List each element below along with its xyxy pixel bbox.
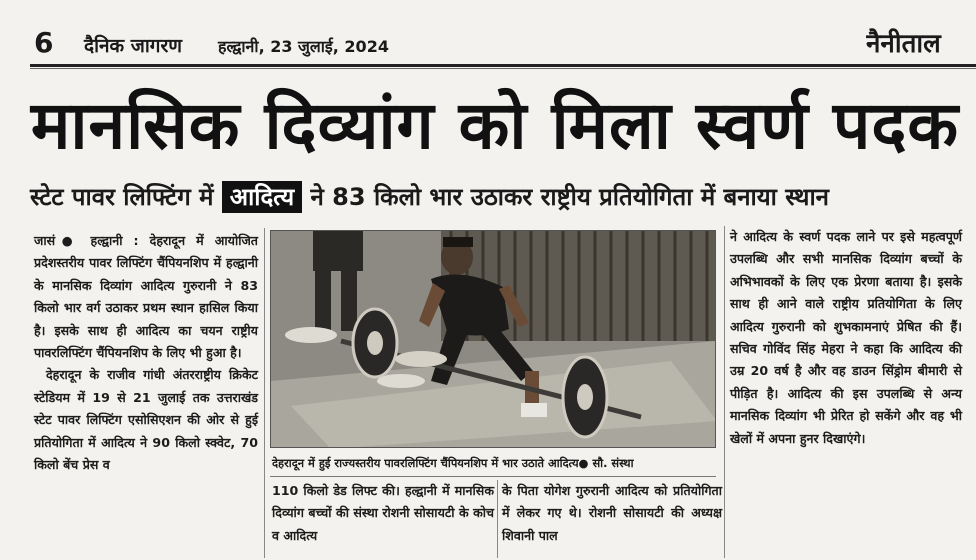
column-4-text: ने आदित्य के स्वर्ण पदक लाने पर इसे महत्वपूर्ण उपलब्धि और सभी मानसिक दिव्यांग बच्चों के अभिभावकों के लिए एक प्रेरणा बताया है। इसके साथ ही आने वाले राष्ट्रीय प्रतियोगिता के लिए आदित्य गुरुरानी को शुभकामनाएं प्रेषित की हैं। सचिव गोविंद सिंह मेहरा ने कहा कि आदित्य की उम्र 20 वर्ष है और वह डाउन सिंड्रोम बीमारी से पीड़ित है। आदित्य की इस उपलब्धि से अन्य मानसिक दिव्यांग भी प्रेरित हो सकेंगे और वह भी खेलों में अपना हुनर दिखाएंगे।: [730, 229, 962, 446]
column-divider: [724, 226, 725, 558]
subheadline: [30, 176, 970, 218]
edition-name: नैनीताल: [866, 29, 941, 59]
column-1-paragraph-2: देहरादून के राजीव गांधी अंतरराष्ट्रीय क्रिकेट स्टेडियम में 19 से 21 जुलाई तक उत्तराखंड स्टेट पावर लिफ्टिंग एसोसिएशन की ओर से हुई प्रतियोगिता में आदित्य ने 90 किलो स्क्वेट, 70 किलो बेंच प्रेस व: [34, 367, 258, 473]
weightlifter-photo-illustration: [271, 231, 716, 448]
masthead: [28, 22, 976, 62]
subhead-after: ने 83 किलो भार उठाकर राष्ट्रीय प्रतियोगिता में बनाया स्थान: [302, 183, 829, 211]
column-1-paragraph-1: जासं● हल्द्वानी : देहरादून में आयोजित प्रदेशस्तरीय पावर लिफ्टिंग चैंपियनशिप में हल्द्वानी के मानसिक दिव्यांग आदित्य गुरुरानी ने 83 किलो भार वर्ग उठाकर प्रथम स्थान हासिल किया है। इसके साथ ही आदित्य का चयन राष्ट्रीय पावरलिफ्टिंग चैंपियनशिप के लिए भी हुआ है।: [34, 233, 258, 361]
dateline: हल्द्वानी, 23 जुलाई, 2024: [218, 37, 389, 56]
column-divider: [264, 228, 265, 558]
article-column-1: [34, 230, 258, 476]
column-3-text: के पिता योगेश गुरुरानी आदित्य को प्रतियोगिता में लेकर गए थे। रोशनी सोसायटी की अध्यक्ष शिवानी पाल: [502, 483, 722, 543]
photo-caption: देहरादून में हुई राज्यस्तरीय पावरलिफ्टिंग चैंपियनशिप में भार उठाते आदित्य● सौ. संस्था: [272, 456, 634, 470]
column-divider: [497, 480, 498, 558]
subhead-before: स्टेट पावर लिफ्टिंग में: [30, 183, 222, 211]
article-column-3: [502, 480, 722, 547]
headline: मानसिक दिव्यांग को मिला स्वर्ण पदक: [30, 87, 960, 164]
article-column-4: [730, 226, 962, 450]
masthead-rule: [30, 64, 976, 67]
subhead-highlight: आदित्य: [222, 181, 302, 213]
article-column-2: [272, 480, 494, 547]
masthead-rule-thin: [30, 68, 976, 69]
paper-name: दैनिक जागरण: [84, 35, 182, 57]
column-2-text: 110 किलो डेड लिफ्ट की। हल्द्वानी में मानसिक दिव्यांग बच्चों की संस्था रोशनी सोसायटी के कोच व आदित्य: [272, 483, 494, 543]
caption-rule: [270, 476, 716, 477]
page-number: 6: [34, 26, 54, 59]
article-photo: [270, 230, 716, 448]
